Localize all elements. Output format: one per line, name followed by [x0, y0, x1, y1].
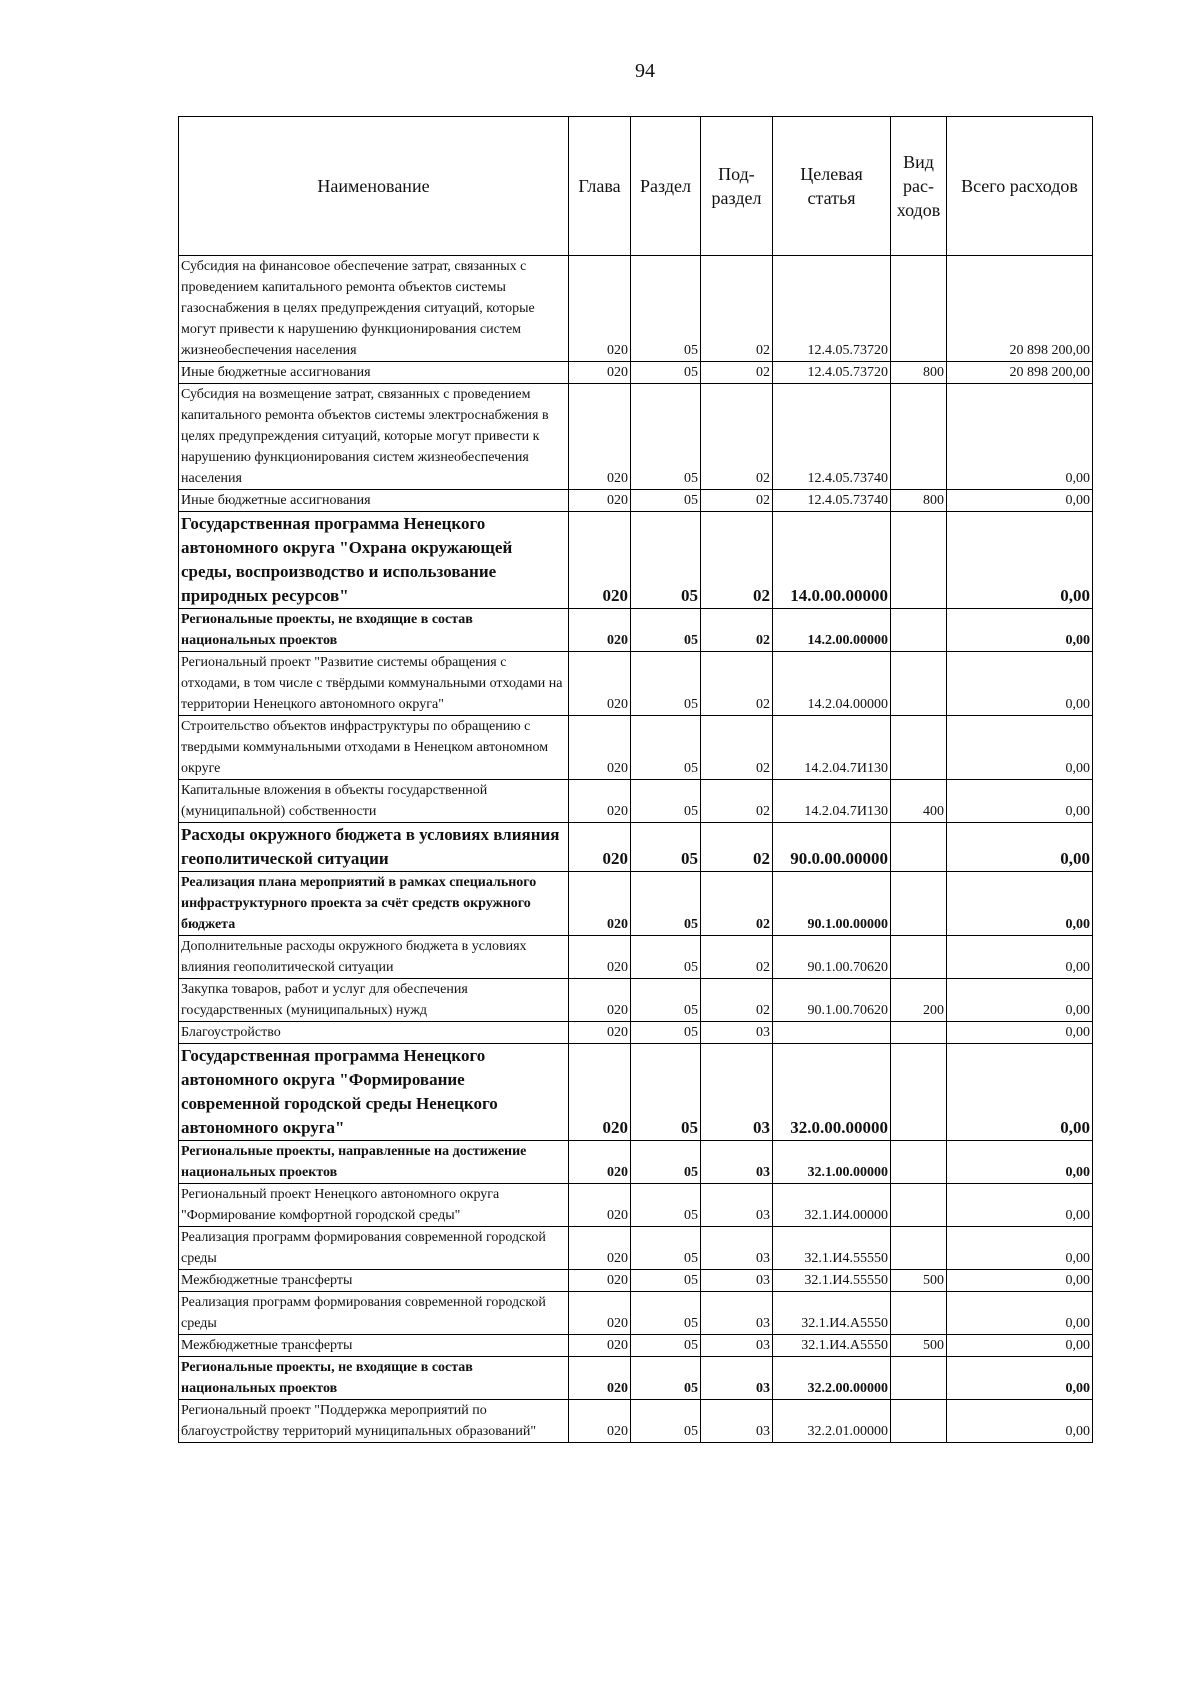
cell-subsection: 02: [701, 716, 773, 780]
cell-section: 05: [631, 1335, 701, 1357]
cell-subsection: 03: [701, 1044, 773, 1141]
header-chapter: Глава: [569, 117, 631, 256]
cell-name: Реализация плана мероприятий в рамках специального инфраструктурного проекта за счёт средств окружного бюджета: [179, 872, 569, 936]
cell-type: [891, 1184, 947, 1227]
cell-total: 0,00: [947, 1292, 1093, 1335]
cell-name: Благоустройство: [179, 1022, 569, 1044]
cell-total: 0,00: [947, 1184, 1093, 1227]
cell-subsection: 03: [701, 1357, 773, 1400]
cell-type: 500: [891, 1335, 947, 1357]
cell-section: 05: [631, 362, 701, 384]
cell-section: 05: [631, 1227, 701, 1270]
cell-chapter: 020: [569, 1022, 631, 1044]
cell-type: 800: [891, 490, 947, 512]
cell-subsection: 03: [701, 1292, 773, 1335]
cell-type: [891, 384, 947, 490]
cell-total: 0,00: [947, 490, 1093, 512]
cell-total: 0,00: [947, 780, 1093, 823]
cell-section: 05: [631, 1141, 701, 1184]
header-total: Всего расходов: [947, 117, 1093, 256]
cell-type: [891, 1357, 947, 1400]
cell-target: 90.1.00.70620: [773, 979, 891, 1022]
cell-type: [891, 512, 947, 609]
cell-target: 32.1.И4.55550: [773, 1227, 891, 1270]
cell-chapter: 020: [569, 979, 631, 1022]
table-row: [179, 362, 1093, 384]
cell-chapter: 020: [569, 362, 631, 384]
cell-total: 0,00: [947, 716, 1093, 780]
cell-section: 05: [631, 609, 701, 652]
cell-chapter: 020: [569, 1292, 631, 1335]
table-row: [179, 1292, 1093, 1335]
cell-section: 05: [631, 1270, 701, 1292]
cell-section: 05: [631, 512, 701, 609]
cell-total: 0,00: [947, 1400, 1093, 1443]
table-body: [179, 256, 1093, 1443]
cell-total: 0,00: [947, 1044, 1093, 1141]
table-row: [179, 609, 1093, 652]
cell-name: Реализация программ формирования современной городской среды: [179, 1292, 569, 1335]
cell-target: 90.0.00.00000: [773, 823, 891, 872]
cell-total: 0,00: [947, 1022, 1093, 1044]
table-row: [179, 1022, 1093, 1044]
cell-section: 05: [631, 936, 701, 979]
cell-subsection: 03: [701, 1022, 773, 1044]
cell-target: 14.0.00.00000: [773, 512, 891, 609]
table-row: [179, 652, 1093, 716]
cell-name: Субсидия на финансовое обеспечение затрат, связанных с проведением капитального ремонта объектов системы газоснабжения в целях предупреждения ситуаций, которые могут привести к нарушению функционирования систем жизнеобеспечения населения: [179, 256, 569, 362]
cell-target: 32.0.00.00000: [773, 1044, 891, 1141]
cell-name: Иные бюджетные ассигнования: [179, 362, 569, 384]
cell-type: [891, 1044, 947, 1141]
cell-type: [891, 936, 947, 979]
cell-type: [891, 872, 947, 936]
cell-total: 0,00: [947, 652, 1093, 716]
cell-type: [891, 1022, 947, 1044]
cell-subsection: 02: [701, 490, 773, 512]
cell-chapter: 020: [569, 512, 631, 609]
cell-chapter: 020: [569, 384, 631, 490]
cell-chapter: 020: [569, 872, 631, 936]
table-row: [179, 1357, 1093, 1400]
table-row: [179, 1184, 1093, 1227]
cell-name: Капитальные вложения в объекты государственной (муниципальной) собственности: [179, 780, 569, 823]
cell-target: 12.4.05.73740: [773, 384, 891, 490]
header-section: Раздел: [631, 117, 701, 256]
cell-chapter: 020: [569, 1044, 631, 1141]
cell-total: 0,00: [947, 1141, 1093, 1184]
cell-section: 05: [631, 1044, 701, 1141]
cell-total: 0,00: [947, 512, 1093, 609]
header-type: Вид рас-ходов: [891, 117, 947, 256]
cell-target: 12.4.05.73720: [773, 256, 891, 362]
cell-type: 500: [891, 1270, 947, 1292]
budget-table: [178, 116, 1093, 1443]
cell-subsection: 02: [701, 362, 773, 384]
cell-subsection: 02: [701, 936, 773, 979]
cell-total: 0,00: [947, 979, 1093, 1022]
cell-target: 32.1.И4.А5550: [773, 1292, 891, 1335]
page-number: 94: [635, 60, 655, 82]
table-row: [179, 872, 1093, 936]
cell-type: [891, 1227, 947, 1270]
cell-section: 05: [631, 716, 701, 780]
table-row: [179, 716, 1093, 780]
cell-total: 20 898 200,00: [947, 362, 1093, 384]
cell-chapter: 020: [569, 256, 631, 362]
cell-chapter: 020: [569, 780, 631, 823]
table-row: [179, 1400, 1093, 1443]
cell-total: 0,00: [947, 1357, 1093, 1400]
cell-total: 0,00: [947, 384, 1093, 490]
cell-target: 14.2.04.00000: [773, 652, 891, 716]
cell-chapter: 020: [569, 1335, 631, 1357]
header-target: Целевая статья: [773, 117, 891, 256]
cell-name: Реализация программ формирования современной городской среды: [179, 1227, 569, 1270]
cell-subsection: 02: [701, 872, 773, 936]
cell-section: 05: [631, 1357, 701, 1400]
cell-name: Региональный проект "Поддержка мероприятий по благоустройству территорий муниципальных образований": [179, 1400, 569, 1443]
table-row: [179, 1335, 1093, 1357]
cell-target: 90.1.00.70620: [773, 936, 891, 979]
header-subsection: Под-раздел: [701, 117, 773, 256]
cell-type: [891, 823, 947, 872]
cell-section: 05: [631, 979, 701, 1022]
cell-name: Расходы окружного бюджета в условиях влияния геополитической ситуации: [179, 823, 569, 872]
cell-name: Региональный проект "Развитие системы обращения с отходами, в том числе с твёрдыми коммунальными отходами на территории Ненецкого автономного округа": [179, 652, 569, 716]
cell-subsection: 03: [701, 1400, 773, 1443]
cell-target: 14.2.04.7И130: [773, 780, 891, 823]
cell-name: Межбюджетные трансферты: [179, 1270, 569, 1292]
cell-name: Субсидия на возмещение затрат, связанных с проведением капитального ремонта объектов системы электроснабжения в целях предупреждения ситуаций, которые могут привести к нарушению функционирования систем жизнеобеспечения населения: [179, 384, 569, 490]
cell-type: 200: [891, 979, 947, 1022]
cell-chapter: 020: [569, 1270, 631, 1292]
cell-section: 05: [631, 490, 701, 512]
cell-target: 14.2.04.7И130: [773, 716, 891, 780]
cell-chapter: 020: [569, 1227, 631, 1270]
cell-subsection: 03: [701, 1141, 773, 1184]
table-row: [179, 384, 1093, 490]
table-row: [179, 1270, 1093, 1292]
cell-target: 32.2.01.00000: [773, 1400, 891, 1443]
cell-name: Иные бюджетные ассигнования: [179, 490, 569, 512]
cell-target: 14.2.00.00000: [773, 609, 891, 652]
cell-chapter: 020: [569, 490, 631, 512]
cell-name: Региональные проекты, не входящие в состав национальных проектов: [179, 609, 569, 652]
cell-type: [891, 256, 947, 362]
header-name: Наименование: [179, 117, 569, 256]
cell-section: 05: [631, 1292, 701, 1335]
cell-type: 800: [891, 362, 947, 384]
cell-target: 32.1.И4.00000: [773, 1184, 891, 1227]
cell-name: Региональный проект Ненецкого автономного округа "Формирование комфортной городской среды": [179, 1184, 569, 1227]
cell-type: [891, 652, 947, 716]
table-row: [179, 256, 1093, 362]
cell-subsection: 02: [701, 979, 773, 1022]
cell-chapter: 020: [569, 1141, 631, 1184]
table-row: [179, 823, 1093, 872]
cell-section: 05: [631, 1022, 701, 1044]
cell-name: Дополнительные расходы окружного бюджета в условиях влияния геополитической ситуации: [179, 936, 569, 979]
cell-section: 05: [631, 256, 701, 362]
cell-section: 05: [631, 1184, 701, 1227]
cell-type: [891, 609, 947, 652]
cell-section: 05: [631, 823, 701, 872]
cell-subsection: 03: [701, 1184, 773, 1227]
cell-name: Государственная программа Ненецкого автономного округа "Охрана окружающей среды, воспроизводство и использование природных ресурсов": [179, 512, 569, 609]
cell-chapter: 020: [569, 652, 631, 716]
cell-target: 32.1.И4.55550: [773, 1270, 891, 1292]
cell-subsection: 02: [701, 652, 773, 716]
table-row: [179, 1227, 1093, 1270]
table-row: [179, 936, 1093, 979]
cell-chapter: 020: [569, 609, 631, 652]
cell-total: 0,00: [947, 872, 1093, 936]
cell-target: 12.4.05.73720: [773, 362, 891, 384]
cell-name: Региональные проекты, направленные на достижение национальных проектов: [179, 1141, 569, 1184]
cell-target: [773, 1022, 891, 1044]
cell-target: 12.4.05.73740: [773, 490, 891, 512]
cell-name: Закупка товаров, работ и услуг для обеспечения государственных (муниципальных) нужд: [179, 979, 569, 1022]
cell-name: Межбюджетные трансферты: [179, 1335, 569, 1357]
cell-total: 20 898 200,00: [947, 256, 1093, 362]
cell-type: [891, 1292, 947, 1335]
cell-subsection: 02: [701, 609, 773, 652]
cell-total: 0,00: [947, 823, 1093, 872]
cell-target: 90.1.00.00000: [773, 872, 891, 936]
cell-chapter: 020: [569, 1400, 631, 1443]
table-row: [179, 1141, 1093, 1184]
cell-subsection: 02: [701, 256, 773, 362]
cell-target: 32.1.И4.А5550: [773, 1335, 891, 1357]
cell-section: 05: [631, 1400, 701, 1443]
cell-name: Региональные проекты, не входящие в состав национальных проектов: [179, 1357, 569, 1400]
table-row: [179, 979, 1093, 1022]
table-row: [179, 780, 1093, 823]
cell-total: 0,00: [947, 1335, 1093, 1357]
cell-name: Государственная программа Ненецкого автономного округа "Формирование современной городской среды Ненецкого автономного округа": [179, 1044, 569, 1141]
cell-type: [891, 1141, 947, 1184]
cell-subsection: 02: [701, 512, 773, 609]
cell-subsection: 03: [701, 1270, 773, 1292]
cell-subsection: 02: [701, 780, 773, 823]
cell-chapter: 020: [569, 1184, 631, 1227]
cell-section: 05: [631, 384, 701, 490]
cell-subsection: 03: [701, 1227, 773, 1270]
cell-subsection: 02: [701, 823, 773, 872]
table-row: [179, 1044, 1093, 1141]
cell-type: [891, 1400, 947, 1443]
cell-name: Строительство объектов инфраструктуры по обращению с твердыми коммунальными отходами в Ненецком автономном округе: [179, 716, 569, 780]
cell-target: 32.1.00.00000: [773, 1141, 891, 1184]
cell-type: 400: [891, 780, 947, 823]
cell-section: 05: [631, 780, 701, 823]
cell-chapter: 020: [569, 716, 631, 780]
table-row: [179, 490, 1093, 512]
cell-subsection: 03: [701, 1335, 773, 1357]
cell-chapter: 020: [569, 823, 631, 872]
cell-target: 32.2.00.00000: [773, 1357, 891, 1400]
table-row: [179, 512, 1093, 609]
cell-total: 0,00: [947, 609, 1093, 652]
cell-subsection: 02: [701, 384, 773, 490]
cell-total: 0,00: [947, 936, 1093, 979]
cell-section: 05: [631, 872, 701, 936]
cell-section: 05: [631, 652, 701, 716]
cell-total: 0,00: [947, 1227, 1093, 1270]
cell-type: [891, 716, 947, 780]
cell-total: 0,00: [947, 1270, 1093, 1292]
cell-chapter: 020: [569, 936, 631, 979]
cell-chapter: 020: [569, 1357, 631, 1400]
table-header-row: [179, 117, 1093, 256]
